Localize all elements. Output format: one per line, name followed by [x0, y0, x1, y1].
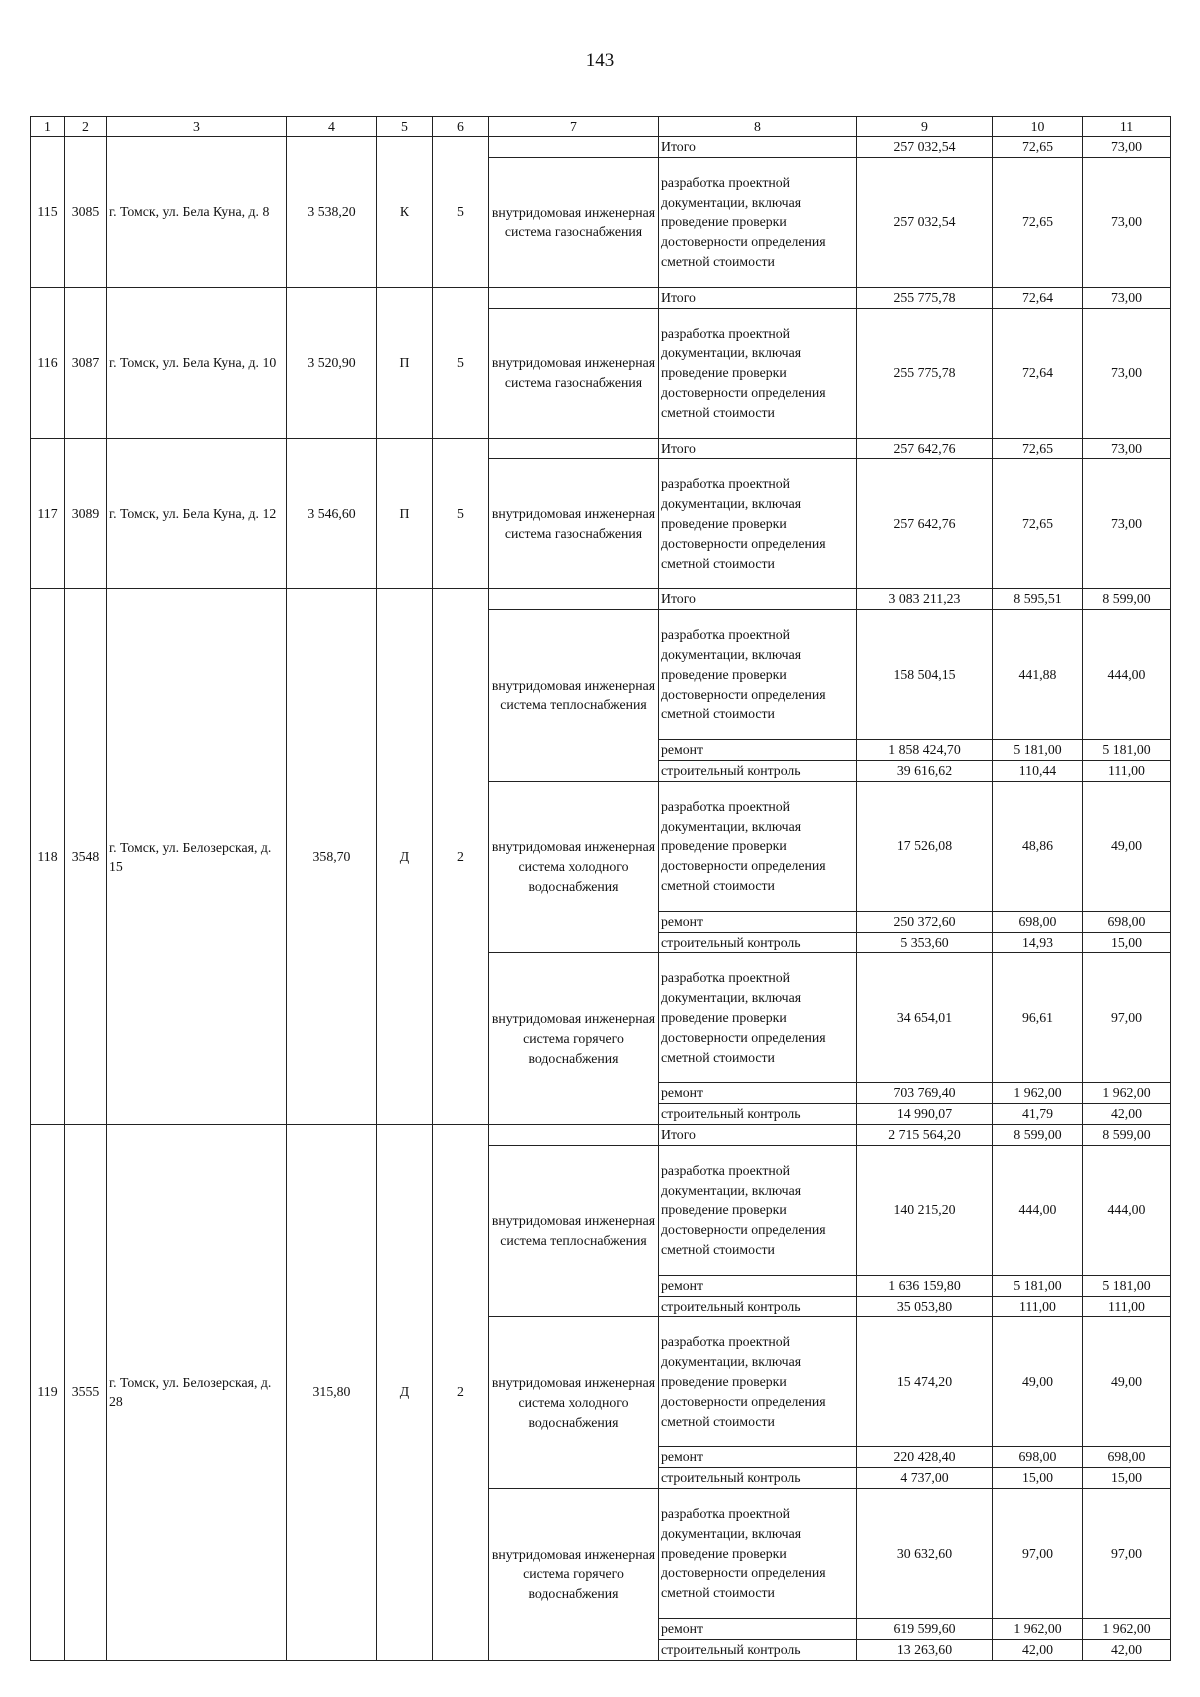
repair-unit-cost: 5 181,00 [993, 740, 1083, 761]
design-cost: 257 032,54 [857, 157, 993, 287]
engineering-system: внутридомовая инженерная система теплоснабжения [489, 610, 659, 782]
total-unit-cost: 8 595,51 [993, 589, 1083, 610]
total-cost: 255 775,78 [857, 287, 993, 308]
work-total-label: Итого [659, 287, 857, 308]
design-cost: 257 642,76 [857, 459, 993, 589]
system-empty [489, 589, 659, 610]
system-empty [489, 438, 659, 459]
control-cost: 14 990,07 [857, 1104, 993, 1125]
header-cell: 8 [659, 117, 857, 137]
work-design-label: разработка проектной документации, включая проведение проверки достоверности определения сметной стоимости [659, 1145, 857, 1275]
object-code: 3085 [65, 137, 107, 288]
design-unit-cost: 72,64 [993, 308, 1083, 438]
work-control-label: строительный контроль [659, 760, 857, 781]
header-cell: 9 [857, 117, 993, 137]
total-limit-cost: 73,00 [1083, 438, 1171, 459]
design-unit-cost: 72,65 [993, 459, 1083, 589]
control-unit-cost: 110,44 [993, 760, 1083, 781]
engineering-system: внутридомовая инженерная система горячего водоснабжения [489, 1488, 659, 1660]
work-design-label: разработка проектной документации, включая проведение проверки достоверности определения сметной стоимости [659, 459, 857, 589]
work-repair-label: ремонт [659, 1275, 857, 1296]
area: 3 538,20 [287, 137, 377, 288]
work-design-label: разработка проектной документации, включая проведение проверки достоверности определения сметной стоимости [659, 157, 857, 287]
category: Д [377, 589, 433, 1125]
work-total-label: Итого [659, 589, 857, 610]
repair-cost: 703 769,40 [857, 1083, 993, 1104]
floors: 5 [433, 287, 489, 438]
design-cost: 17 526,08 [857, 781, 993, 911]
system-empty [489, 1124, 659, 1145]
repair-cost: 1 636 159,80 [857, 1275, 993, 1296]
engineering-system: внутридомовая инженерная система газоснабжения [489, 459, 659, 589]
design-cost: 140 215,20 [857, 1145, 993, 1275]
work-design-label: разработка проектной документации, включая проведение проверки достоверности определения сметной стоимости [659, 953, 857, 1083]
design-cost: 30 632,60 [857, 1488, 993, 1618]
work-repair-label: ремонт [659, 1618, 857, 1639]
total-cost: 257 642,76 [857, 438, 993, 459]
row-number: 116 [31, 287, 65, 438]
category: К [377, 137, 433, 288]
design-limit-cost: 73,00 [1083, 308, 1171, 438]
area: 3 546,60 [287, 438, 377, 589]
work-total-label: Итого [659, 137, 857, 158]
floors: 2 [433, 1124, 489, 1660]
repair-limit-cost: 698,00 [1083, 1447, 1171, 1468]
repair-cost: 250 372,60 [857, 911, 993, 932]
repair-cost: 220 428,40 [857, 1447, 993, 1468]
design-cost: 34 654,01 [857, 953, 993, 1083]
area: 358,70 [287, 589, 377, 1125]
engineering-system: внутридомовая инженерная система газоснабжения [489, 157, 659, 287]
page-number: 143 [585, 50, 615, 71]
engineering-system: внутридомовая инженерная система газоснабжения [489, 308, 659, 438]
repair-limit-cost: 5 181,00 [1083, 1275, 1171, 1296]
category: П [377, 438, 433, 589]
work-total-label: Итого [659, 438, 857, 459]
category: П [377, 287, 433, 438]
control-limit-cost: 111,00 [1083, 760, 1171, 781]
work-control-label: строительный контроль [659, 1639, 857, 1660]
design-unit-cost: 49,00 [993, 1317, 1083, 1447]
total-unit-cost: 72,64 [993, 287, 1083, 308]
design-cost: 158 504,15 [857, 610, 993, 740]
table-row [31, 137, 1171, 158]
header-cell: 6 [433, 117, 489, 137]
object-code: 3087 [65, 287, 107, 438]
total-limit-cost: 8 599,00 [1083, 1124, 1171, 1145]
area: 315,80 [287, 1124, 377, 1660]
total-cost: 3 083 211,23 [857, 589, 993, 610]
address: г. Томск, ул. Бела Куна, д. 12 [107, 438, 287, 589]
control-unit-cost: 15,00 [993, 1468, 1083, 1489]
repair-unit-cost: 698,00 [993, 1447, 1083, 1468]
control-limit-cost: 42,00 [1083, 1639, 1171, 1660]
row-number: 119 [31, 1124, 65, 1660]
header-cell: 3 [107, 117, 287, 137]
engineering-system: внутридомовая инженерная система холодного водоснабжения [489, 1317, 659, 1489]
repair-limit-cost: 1 962,00 [1083, 1083, 1171, 1104]
row-number: 118 [31, 589, 65, 1125]
design-cost: 15 474,20 [857, 1317, 993, 1447]
table-row [31, 287, 1171, 308]
address: г. Томск, ул. Белозерская, д. 28 [107, 1124, 287, 1660]
control-unit-cost: 111,00 [993, 1296, 1083, 1317]
work-design-label: разработка проектной документации, включая проведение проверки достоверности определения сметной стоимости [659, 308, 857, 438]
total-cost: 2 715 564,20 [857, 1124, 993, 1145]
design-limit-cost: 444,00 [1083, 610, 1171, 740]
repair-limit-cost: 1 962,00 [1083, 1618, 1171, 1639]
repair-limit-cost: 698,00 [1083, 911, 1171, 932]
area: 3 520,90 [287, 287, 377, 438]
design-cost: 255 775,78 [857, 308, 993, 438]
header-cell: 2 [65, 117, 107, 137]
work-control-label: строительный контроль [659, 1104, 857, 1125]
design-limit-cost: 73,00 [1083, 459, 1171, 589]
work-design-label: разработка проектной документации, включая проведение проверки достоверности определения сметной стоимости [659, 1488, 857, 1618]
address: г. Томск, ул. Бела Куна, д. 10 [107, 287, 287, 438]
control-cost: 5 353,60 [857, 932, 993, 953]
system-empty [489, 137, 659, 158]
control-limit-cost: 111,00 [1083, 1296, 1171, 1317]
design-limit-cost: 97,00 [1083, 1488, 1171, 1618]
engineering-system: внутридомовая инженерная система теплоснабжения [489, 1145, 659, 1317]
header-cell: 1 [31, 117, 65, 137]
control-limit-cost: 15,00 [1083, 1468, 1171, 1489]
design-unit-cost: 97,00 [993, 1488, 1083, 1618]
design-unit-cost: 96,61 [993, 953, 1083, 1083]
total-cost: 257 032,54 [857, 137, 993, 158]
design-unit-cost: 72,65 [993, 157, 1083, 287]
table-row [31, 1124, 1171, 1145]
work-control-label: строительный контроль [659, 932, 857, 953]
control-limit-cost: 15,00 [1083, 932, 1171, 953]
repair-unit-cost: 1 962,00 [993, 1618, 1083, 1639]
header-cell: 10 [993, 117, 1083, 137]
total-limit-cost: 73,00 [1083, 137, 1171, 158]
works-table [30, 116, 1171, 1661]
total-unit-cost: 72,65 [993, 137, 1083, 158]
total-limit-cost: 8 599,00 [1083, 589, 1171, 610]
floors: 5 [433, 137, 489, 288]
work-repair-label: ремонт [659, 740, 857, 761]
work-repair-label: ремонт [659, 1447, 857, 1468]
row-number: 115 [31, 137, 65, 288]
address: г. Томск, ул. Бела Куна, д. 8 [107, 137, 287, 288]
object-code: 3548 [65, 589, 107, 1125]
table-header [31, 117, 1171, 137]
repair-limit-cost: 5 181,00 [1083, 740, 1171, 761]
control-cost: 4 737,00 [857, 1468, 993, 1489]
control-unit-cost: 41,79 [993, 1104, 1083, 1125]
design-limit-cost: 49,00 [1083, 1317, 1171, 1447]
floors: 2 [433, 589, 489, 1125]
header-cell: 4 [287, 117, 377, 137]
work-repair-label: ремонт [659, 911, 857, 932]
category: Д [377, 1124, 433, 1660]
control-unit-cost: 14,93 [993, 932, 1083, 953]
total-unit-cost: 8 599,00 [993, 1124, 1083, 1145]
floors: 5 [433, 438, 489, 589]
work-control-label: строительный контроль [659, 1296, 857, 1317]
repair-unit-cost: 1 962,00 [993, 1083, 1083, 1104]
design-unit-cost: 48,86 [993, 781, 1083, 911]
repair-cost: 1 858 424,70 [857, 740, 993, 761]
work-total-label: Итого [659, 1124, 857, 1145]
work-control-label: строительный контроль [659, 1468, 857, 1489]
repair-unit-cost: 5 181,00 [993, 1275, 1083, 1296]
object-code: 3089 [65, 438, 107, 589]
design-unit-cost: 441,88 [993, 610, 1083, 740]
repair-cost: 619 599,60 [857, 1618, 993, 1639]
work-repair-label: ремонт [659, 1083, 857, 1104]
work-design-label: разработка проектной документации, включая проведение проверки достоверности определения сметной стоимости [659, 1317, 857, 1447]
design-limit-cost: 73,00 [1083, 157, 1171, 287]
work-design-label: разработка проектной документации, включая проведение проверки достоверности определения сметной стоимости [659, 781, 857, 911]
header-row [31, 117, 1171, 137]
repair-unit-cost: 698,00 [993, 911, 1083, 932]
engineering-system: внутридомовая инженерная система горячего водоснабжения [489, 953, 659, 1125]
table-body [31, 137, 1171, 1661]
design-limit-cost: 444,00 [1083, 1145, 1171, 1275]
header-cell: 11 [1083, 117, 1171, 137]
design-limit-cost: 49,00 [1083, 781, 1171, 911]
table-row [31, 438, 1171, 459]
engineering-system: внутридомовая инженерная система холодного водоснабжения [489, 781, 659, 953]
table-row [31, 589, 1171, 610]
control-cost: 35 053,80 [857, 1296, 993, 1317]
design-unit-cost: 444,00 [993, 1145, 1083, 1275]
control-unit-cost: 42,00 [993, 1639, 1083, 1660]
control-cost: 39 616,62 [857, 760, 993, 781]
row-number: 117 [31, 438, 65, 589]
system-empty [489, 287, 659, 308]
address: г. Томск, ул. Белозерская, д. 15 [107, 589, 287, 1125]
work-design-label: разработка проектной документации, включая проведение проверки достоверности определения сметной стоимости [659, 610, 857, 740]
total-limit-cost: 73,00 [1083, 287, 1171, 308]
control-limit-cost: 42,00 [1083, 1104, 1171, 1125]
header-cell: 5 [377, 117, 433, 137]
design-limit-cost: 97,00 [1083, 953, 1171, 1083]
control-cost: 13 263,60 [857, 1639, 993, 1660]
header-cell: 7 [489, 117, 659, 137]
object-code: 3555 [65, 1124, 107, 1660]
total-unit-cost: 72,65 [993, 438, 1083, 459]
